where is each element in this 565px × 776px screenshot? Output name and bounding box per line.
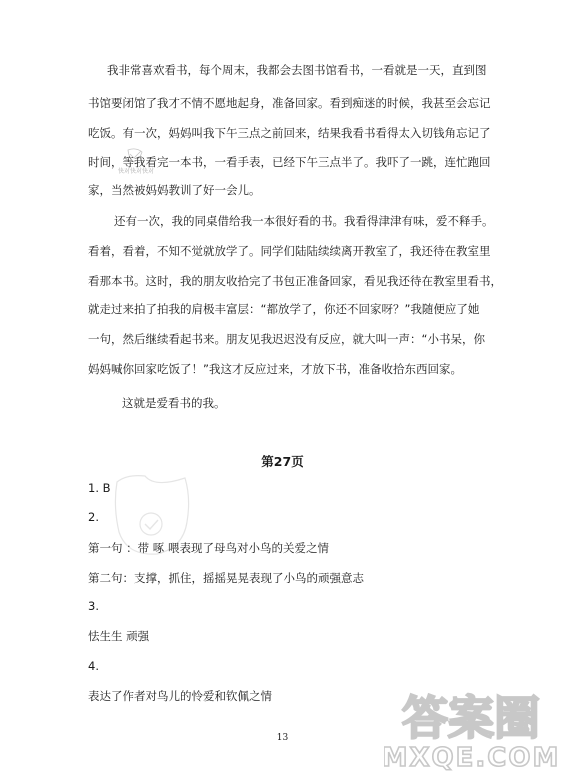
essay-line: 妈妈喊你回家吃饭了！”我这才反应过来，才放下书，准备收拾东西回家。 [88,362,462,376]
essay-line: 吃饭。有一次，妈妈叫我下午三点之前回来，结果我看书看得太入切钱角忘记了 [88,126,491,140]
essay-line: 一句，然后继续看起书来。朋友见我迟迟没有反应，就大叫一声：“小书呆，你 [88,332,485,346]
essay-line: 看那本书。这时，我的朋友收拾完了书包正准备回家，看见我还待在教室里看书， [88,274,502,288]
essay-line: 时间，等我看完一本书，一看手表，已经下午三点半了。我吓了一跳，连忙跑回 [88,155,491,169]
svg-text:答案圈: 答案圈 [402,691,540,745]
essay-line: 还有一次，我的同桌借给我一本很好看的书。我看得津津有味，爱不释手。 [114,214,494,228]
stamp-caption: 快对快对快对 [117,168,154,175]
essay-line: 我非常喜欢看书，每个周末，我都会去图书馆看书，一看就是一天，直到图 [107,63,487,77]
essay-line: 就走过来拍了拍我的肩极丰富层：“都放学了，你还不回家呀？”我随便应了她 [88,302,480,316]
answer-line: 1. B [88,481,111,495]
essay-line: 家，当然被妈妈教训了好一会儿。 [88,183,261,197]
svg-text:MXQE.COM: MXQE.COM [384,743,559,772]
essay-line: 这就是爱看书的我。 [122,396,226,410]
answer-line: 4. [88,659,99,673]
answer-line: 第二句：支撑，抓住，摇摇晃晃表现了小鸟的顽强意志 [88,571,364,585]
page-title: 第27页 [261,454,304,469]
essay-line: 书馆要闭馆了我才不情不愿地起身，准备回家。看到痴迷的时候，我甚至会忘记 [88,96,491,110]
page-number: 13 [276,733,289,743]
answer-line: 第一句 ：带 啄 喂表现了母鸟对小鸟的关爱之情 [88,541,329,555]
essay-line: 看着，看着，不知不觉就放学了。同学们陆陆续续离开教室了，我还待在教室里 [88,244,491,258]
answer-line: 3. [88,599,99,613]
answer-line: 怯生生 顽强 [88,629,150,643]
answer-line: 2. [88,510,99,524]
answer-line: 表达了作者对鸟儿的怜爱和钦佩之情 [88,689,272,703]
watermark-logo [384,684,559,772]
